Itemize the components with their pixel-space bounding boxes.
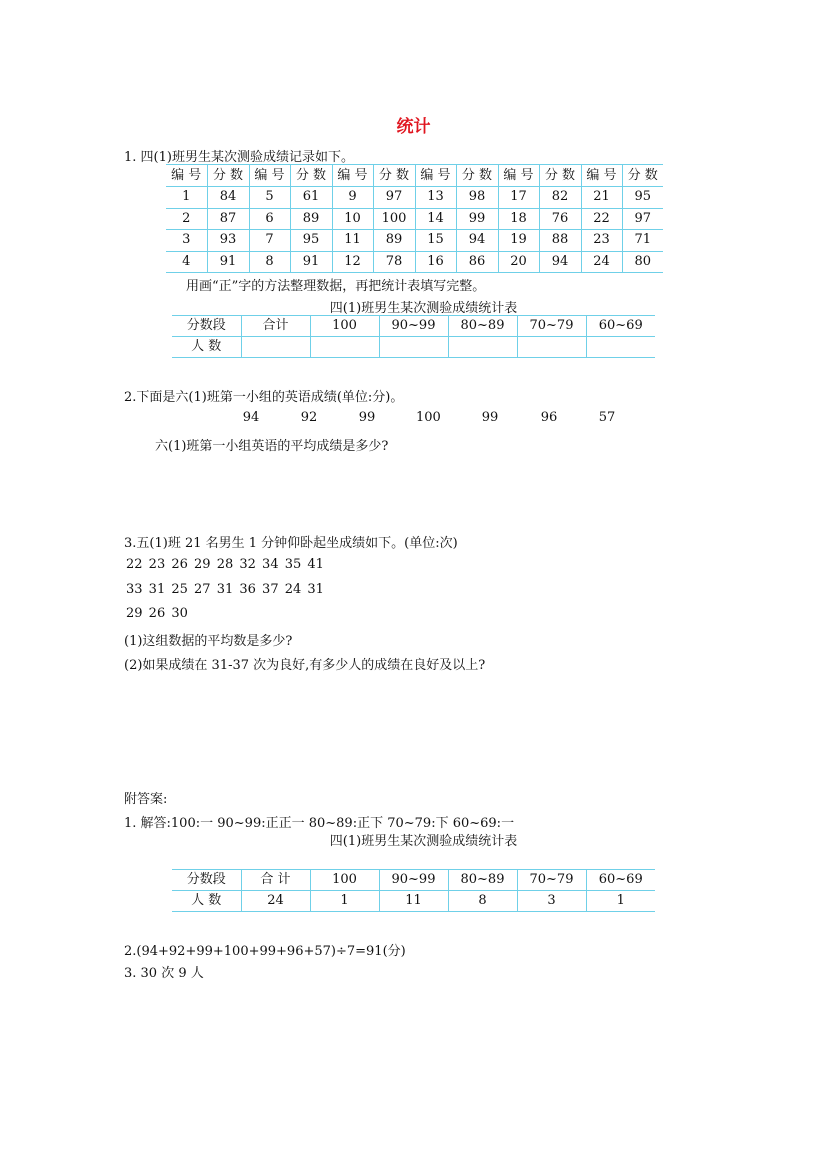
table-row (166, 208, 663, 230)
record-header-cell: 分 数 (290, 165, 332, 187)
record-cell: 5 (249, 187, 290, 209)
answer-table-caption: 四(1)班男生某次测验成绩统计表 (329, 834, 518, 849)
record-header-cell: 编 号 (249, 165, 290, 187)
record-cell: 19 (498, 230, 539, 252)
record-cell: 89 (290, 208, 332, 230)
record-cell: 14 (415, 208, 456, 230)
q3-data-line-2: 33 31 25 27 31 36 37 24 31 (126, 582, 324, 597)
stat-count-cell: 1 (310, 891, 379, 912)
answer-stat-header-row (172, 870, 655, 891)
record-cell: 4 (166, 251, 207, 273)
record-cell: 24 (581, 251, 622, 273)
record-cell: 15 (415, 230, 456, 252)
stat-header-cell: 合 计 (241, 870, 310, 891)
record-cell: 16 (415, 251, 456, 273)
record-cell: 1 (166, 187, 207, 209)
stat-count-cell (517, 337, 586, 358)
stat-count-cell (448, 337, 517, 358)
answer-1: 1. 解答:100:一 90~99:正正一 80~89:正下 70~79:下 60~69:一 (124, 816, 515, 831)
table-row (166, 230, 663, 252)
answers-heading: 附答案: (124, 792, 168, 807)
q3-subquestion-2: (2)如果成绩在 31-37 次为良好,有多少人的成绩在良好及以上? (124, 658, 486, 673)
q3-subquestion-1: (1)这组数据的平均数是多少? (124, 634, 293, 649)
record-cell: 97 (622, 208, 663, 230)
stat-header-cell: 100 (310, 316, 379, 337)
stat-header-cell: 90~99 (379, 316, 448, 337)
record-cell: 10 (332, 208, 373, 230)
record-cell: 78 (373, 251, 415, 273)
q1-table-caption: 四(1)班男生某次测验成绩统计表 (329, 301, 518, 316)
record-cell: 71 (622, 230, 663, 252)
record-cell: 11 (332, 230, 373, 252)
record-header-cell: 编 号 (581, 165, 622, 187)
record-cell: 76 (539, 208, 581, 230)
q1-instruction: 用画“正”字的方法整理数据，再把统计表填写完整。 (186, 279, 486, 294)
record-cell: 6 (249, 208, 290, 230)
stat-header-cell: 分数段 (172, 870, 241, 891)
stat-count-cell: 3 (517, 891, 586, 912)
stat-header-cell: 合计 (241, 316, 310, 337)
record-header-cell: 分 数 (622, 165, 663, 187)
record-cell: 7 (249, 230, 290, 252)
record-cell: 3 (166, 230, 207, 252)
record-cell: 88 (539, 230, 581, 252)
record-cell: 95 (622, 187, 663, 209)
stat-header-cell: 80~89 (448, 870, 517, 891)
record-cell: 99 (456, 208, 498, 230)
record-header-cell: 编 号 (332, 165, 373, 187)
record-cell: 22 (581, 208, 622, 230)
q2-score: 99 (358, 410, 376, 425)
record-cell: 12 (332, 251, 373, 273)
record-cell: 94 (456, 230, 498, 252)
record-cell: 17 (498, 187, 539, 209)
q1-stat-table (172, 315, 655, 358)
stat-header-cell: 分数段 (172, 316, 241, 337)
record-cell: 9 (332, 187, 373, 209)
q1-stat-header-row (172, 316, 655, 337)
q2-score: 96 (540, 410, 558, 425)
stat-count-cell: 1 (586, 891, 655, 912)
answer-stat-count-row (172, 891, 655, 912)
stat-header-cell: 100 (310, 870, 379, 891)
record-header-cell: 分 数 (539, 165, 581, 187)
record-cell: 2 (166, 208, 207, 230)
record-cell: 82 (539, 187, 581, 209)
record-cell: 91 (207, 251, 249, 273)
record-cell: 87 (207, 208, 249, 230)
stat-header-cell: 80~89 (448, 316, 517, 337)
stat-count-cell (241, 337, 310, 358)
record-header-cell: 分 数 (373, 165, 415, 187)
answer-3: 3. 30 次 9 人 (124, 966, 204, 981)
stat-header-cell: 70~79 (517, 870, 586, 891)
q2-score: 100 (416, 410, 441, 425)
stat-count-cell (310, 337, 379, 358)
record-cell: 91 (290, 251, 332, 273)
q2-score: 99 (481, 410, 499, 425)
q3-data-line-3: 29 26 30 (126, 606, 188, 621)
record-cell: 86 (456, 251, 498, 273)
stat-header-cell: 70~79 (517, 316, 586, 337)
page-title: 统计 (396, 117, 431, 137)
q2-score: 57 (598, 410, 616, 425)
record-cell: 98 (456, 187, 498, 209)
record-cell: 100 (373, 208, 415, 230)
record-cell: 8 (249, 251, 290, 273)
table-row (166, 187, 663, 209)
stat-count-cell (379, 337, 448, 358)
record-cell: 21 (581, 187, 622, 209)
record-cell: 23 (581, 230, 622, 252)
table-row (166, 251, 663, 273)
q3-data-line-1: 22 23 26 29 28 32 34 35 41 (126, 557, 324, 572)
stat-count-cell: 人 数 (172, 337, 241, 358)
record-cell: 93 (207, 230, 249, 252)
stat-header-cell: 90~99 (379, 870, 448, 891)
stat-count-cell: 11 (379, 891, 448, 912)
q1-prompt: 1. 四(1)班男生某次测验成绩记录如下。 (124, 150, 354, 165)
q2-score: 94 (242, 410, 260, 425)
record-cell: 97 (373, 187, 415, 209)
q2-score: 92 (300, 410, 318, 425)
record-header-cell: 分 数 (207, 165, 249, 187)
record-cell: 95 (290, 230, 332, 252)
record-header-cell: 编 号 (415, 165, 456, 187)
q3-prompt: 3.五(1)班 21 名男生 1 分钟仰卧起坐成绩如下。(单位:次) (124, 536, 458, 551)
stat-count-cell (586, 337, 655, 358)
record-cell: 89 (373, 230, 415, 252)
q2-question: 六(1)班第一小组英语的平均成绩是多少? (155, 439, 389, 454)
stat-count-cell: 人 数 (172, 891, 241, 912)
record-header-cell: 编 号 (166, 165, 207, 187)
answer-2: 2.(94+92+99+100+99+96+57)÷7=91(分) (124, 944, 406, 959)
stat-count-cell: 24 (241, 891, 310, 912)
record-cell: 13 (415, 187, 456, 209)
record-header-cell: 编 号 (498, 165, 539, 187)
stat-header-cell: 60~69 (586, 870, 655, 891)
record-cell: 94 (539, 251, 581, 273)
answer-stat-table (172, 869, 655, 912)
q1-stat-count-row (172, 337, 655, 358)
q2-prompt: 2.下面是六(1)班第一小组的英语成绩(单位:分)。 (124, 390, 404, 405)
stat-count-cell: 8 (448, 891, 517, 912)
score-record-header-row (166, 165, 663, 187)
record-header-cell: 分 数 (456, 165, 498, 187)
score-record-table (166, 164, 663, 273)
stat-header-cell: 60~69 (586, 316, 655, 337)
record-cell: 80 (622, 251, 663, 273)
record-cell: 84 (207, 187, 249, 209)
record-cell: 20 (498, 251, 539, 273)
record-cell: 61 (290, 187, 332, 209)
record-cell: 18 (498, 208, 539, 230)
